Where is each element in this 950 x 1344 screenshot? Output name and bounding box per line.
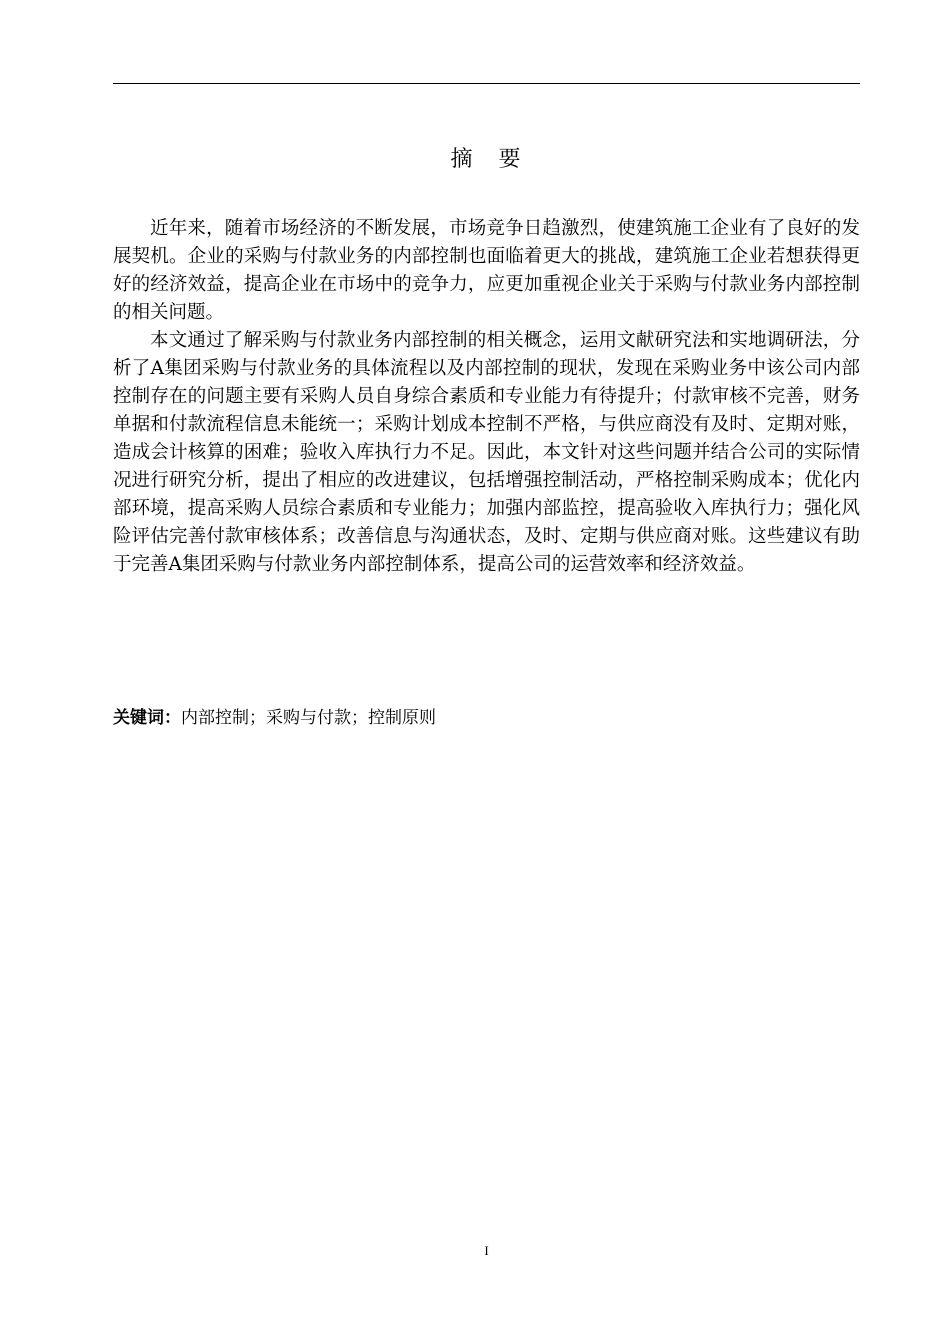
abstract-paragraph-2: 本文通过了解采购与付款业务内部控制的相关概念，运用文献研究法和实地调研法，分析了A集团采购与付款业务的具体流程以及内部控制的现状，发现在采购业务中该公司内部控制存在的问题主要有采购人员自身综合素质和专业能力有待提升；付款审核不完善，财务单据和付款流程信息未能统一；采购计划成本控制不严格，与供应商没有及时、定期对账，造成会计核算的困难；验收入库执行力不足。因此，本文针对这些问题并结合公司的实际情况进行研究分析，提出了相应的改进建议，包括增强控制活动，严格控制采购成本；优化内部环境，提高采购人员综合素质和专业能力；加强内部监控，提高验收入库执行力；强化风险评估完善付款审核体系；改善信息与沟通状态，及时、定期与供应商对账。这些建议有助于完善A集团采购与付款业务内部控制体系，提高公司的运营效率和经济效益。 xyxy=(113,330,860,575)
keywords-label: 关键词： xyxy=(113,708,181,728)
keywords-line xyxy=(113,704,860,732)
page-title: 摘 要 xyxy=(450,147,523,172)
page-number: I xyxy=(484,1243,489,1258)
header-rule xyxy=(113,83,860,84)
abstract-paragraph-1: 近年来，随着市场经济的不断发展，市场竞争日趋激烈，使建筑施工企业有了良好的发展契机。企业的采购与付款业务的内部控制也面临着更大的挑战，建筑施工企业若想获得更好的经济效益，提高企业在市场中的竞争力，应更加重视企业关于采购与付款业务内部控制的相关问题。 xyxy=(113,218,860,323)
keywords-values: 内部控制；采购与付款；控制原则 xyxy=(181,708,436,728)
abstract-body xyxy=(113,215,860,579)
